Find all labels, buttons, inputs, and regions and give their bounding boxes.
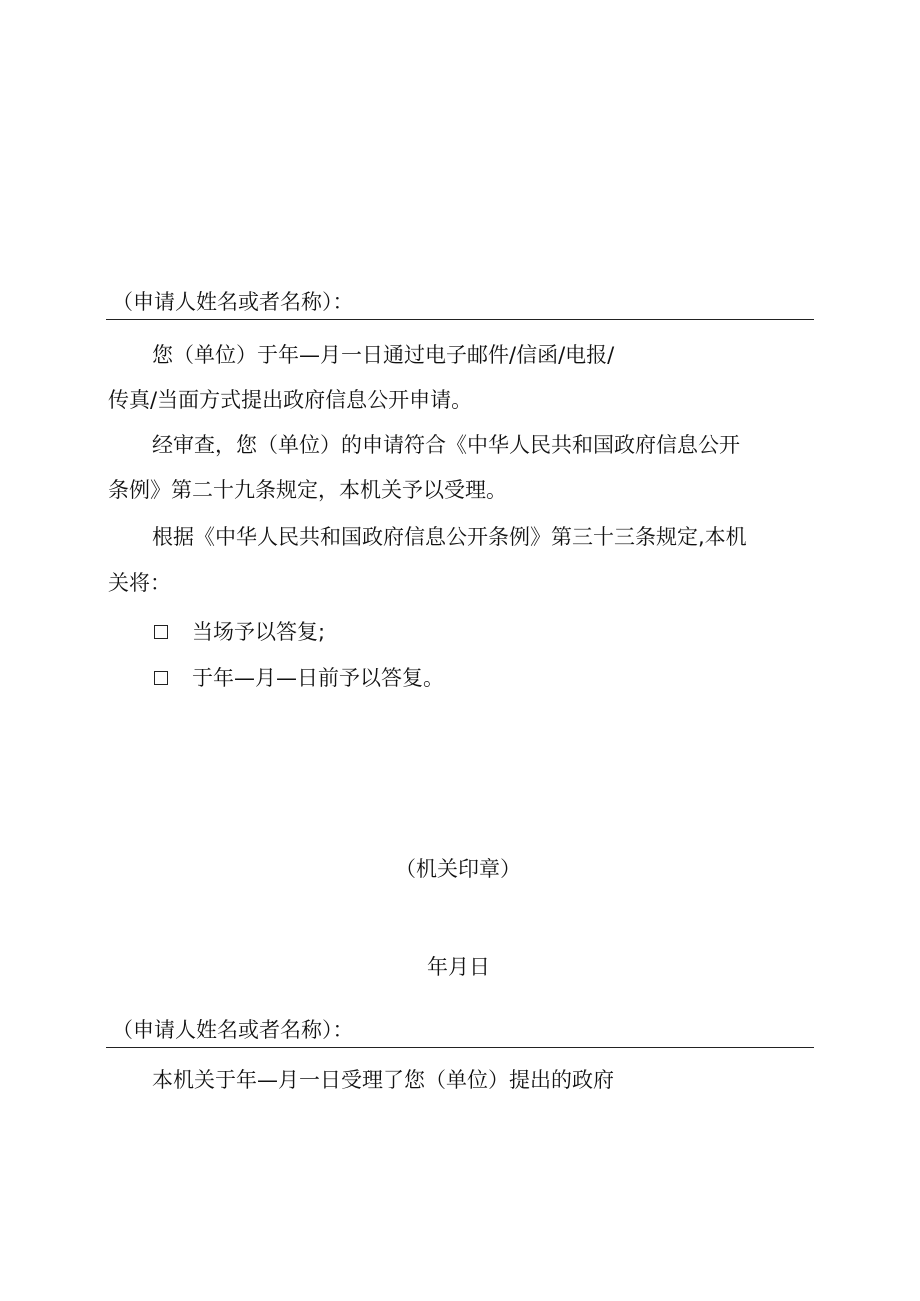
seal-placeholder: （机关印章）: [395, 857, 521, 881]
option-reply-before-date-label: 于年—月—日前予以答复。: [192, 666, 444, 690]
checkbox-reply-before-date[interactable]: [154, 671, 168, 685]
header-divider-second: [106, 1047, 814, 1048]
paragraph-review-line1: 经审查，您（单位）的申请符合《中华人民共和国政府信息公开: [152, 433, 740, 457]
paragraph-basis-line2: 关将：: [108, 571, 171, 595]
checkbox-reply-on-site[interactable]: [154, 625, 168, 639]
date-placeholder: 年月日: [427, 955, 490, 979]
paragraph-submission-line1: 您（单位）于年—月一日通过电子邮件/信函/电报/: [152, 343, 615, 367]
recipient-header: （申请人姓名或者名称）：: [112, 290, 354, 314]
paragraph-review-line2: 条例》第二十九条规定，本机关予以受理。: [108, 478, 507, 502]
paragraph-submission-line2: 传真/当面方式提出政府信息公开申请。: [108, 388, 473, 412]
recipient-header-second: （申请人姓名或者名称）：: [112, 1018, 354, 1042]
paragraph-acceptance-line1: 本机关于年—月一日受理了您（单位）提出的政府: [152, 1068, 614, 1092]
header-divider: [106, 319, 814, 320]
paragraph-basis-line1: 根据《中华人民共和国政府信息公开条例》第三十三条规定,本机: [152, 525, 747, 549]
option-reply-on-site-label: 当场予以答复;: [192, 620, 326, 644]
